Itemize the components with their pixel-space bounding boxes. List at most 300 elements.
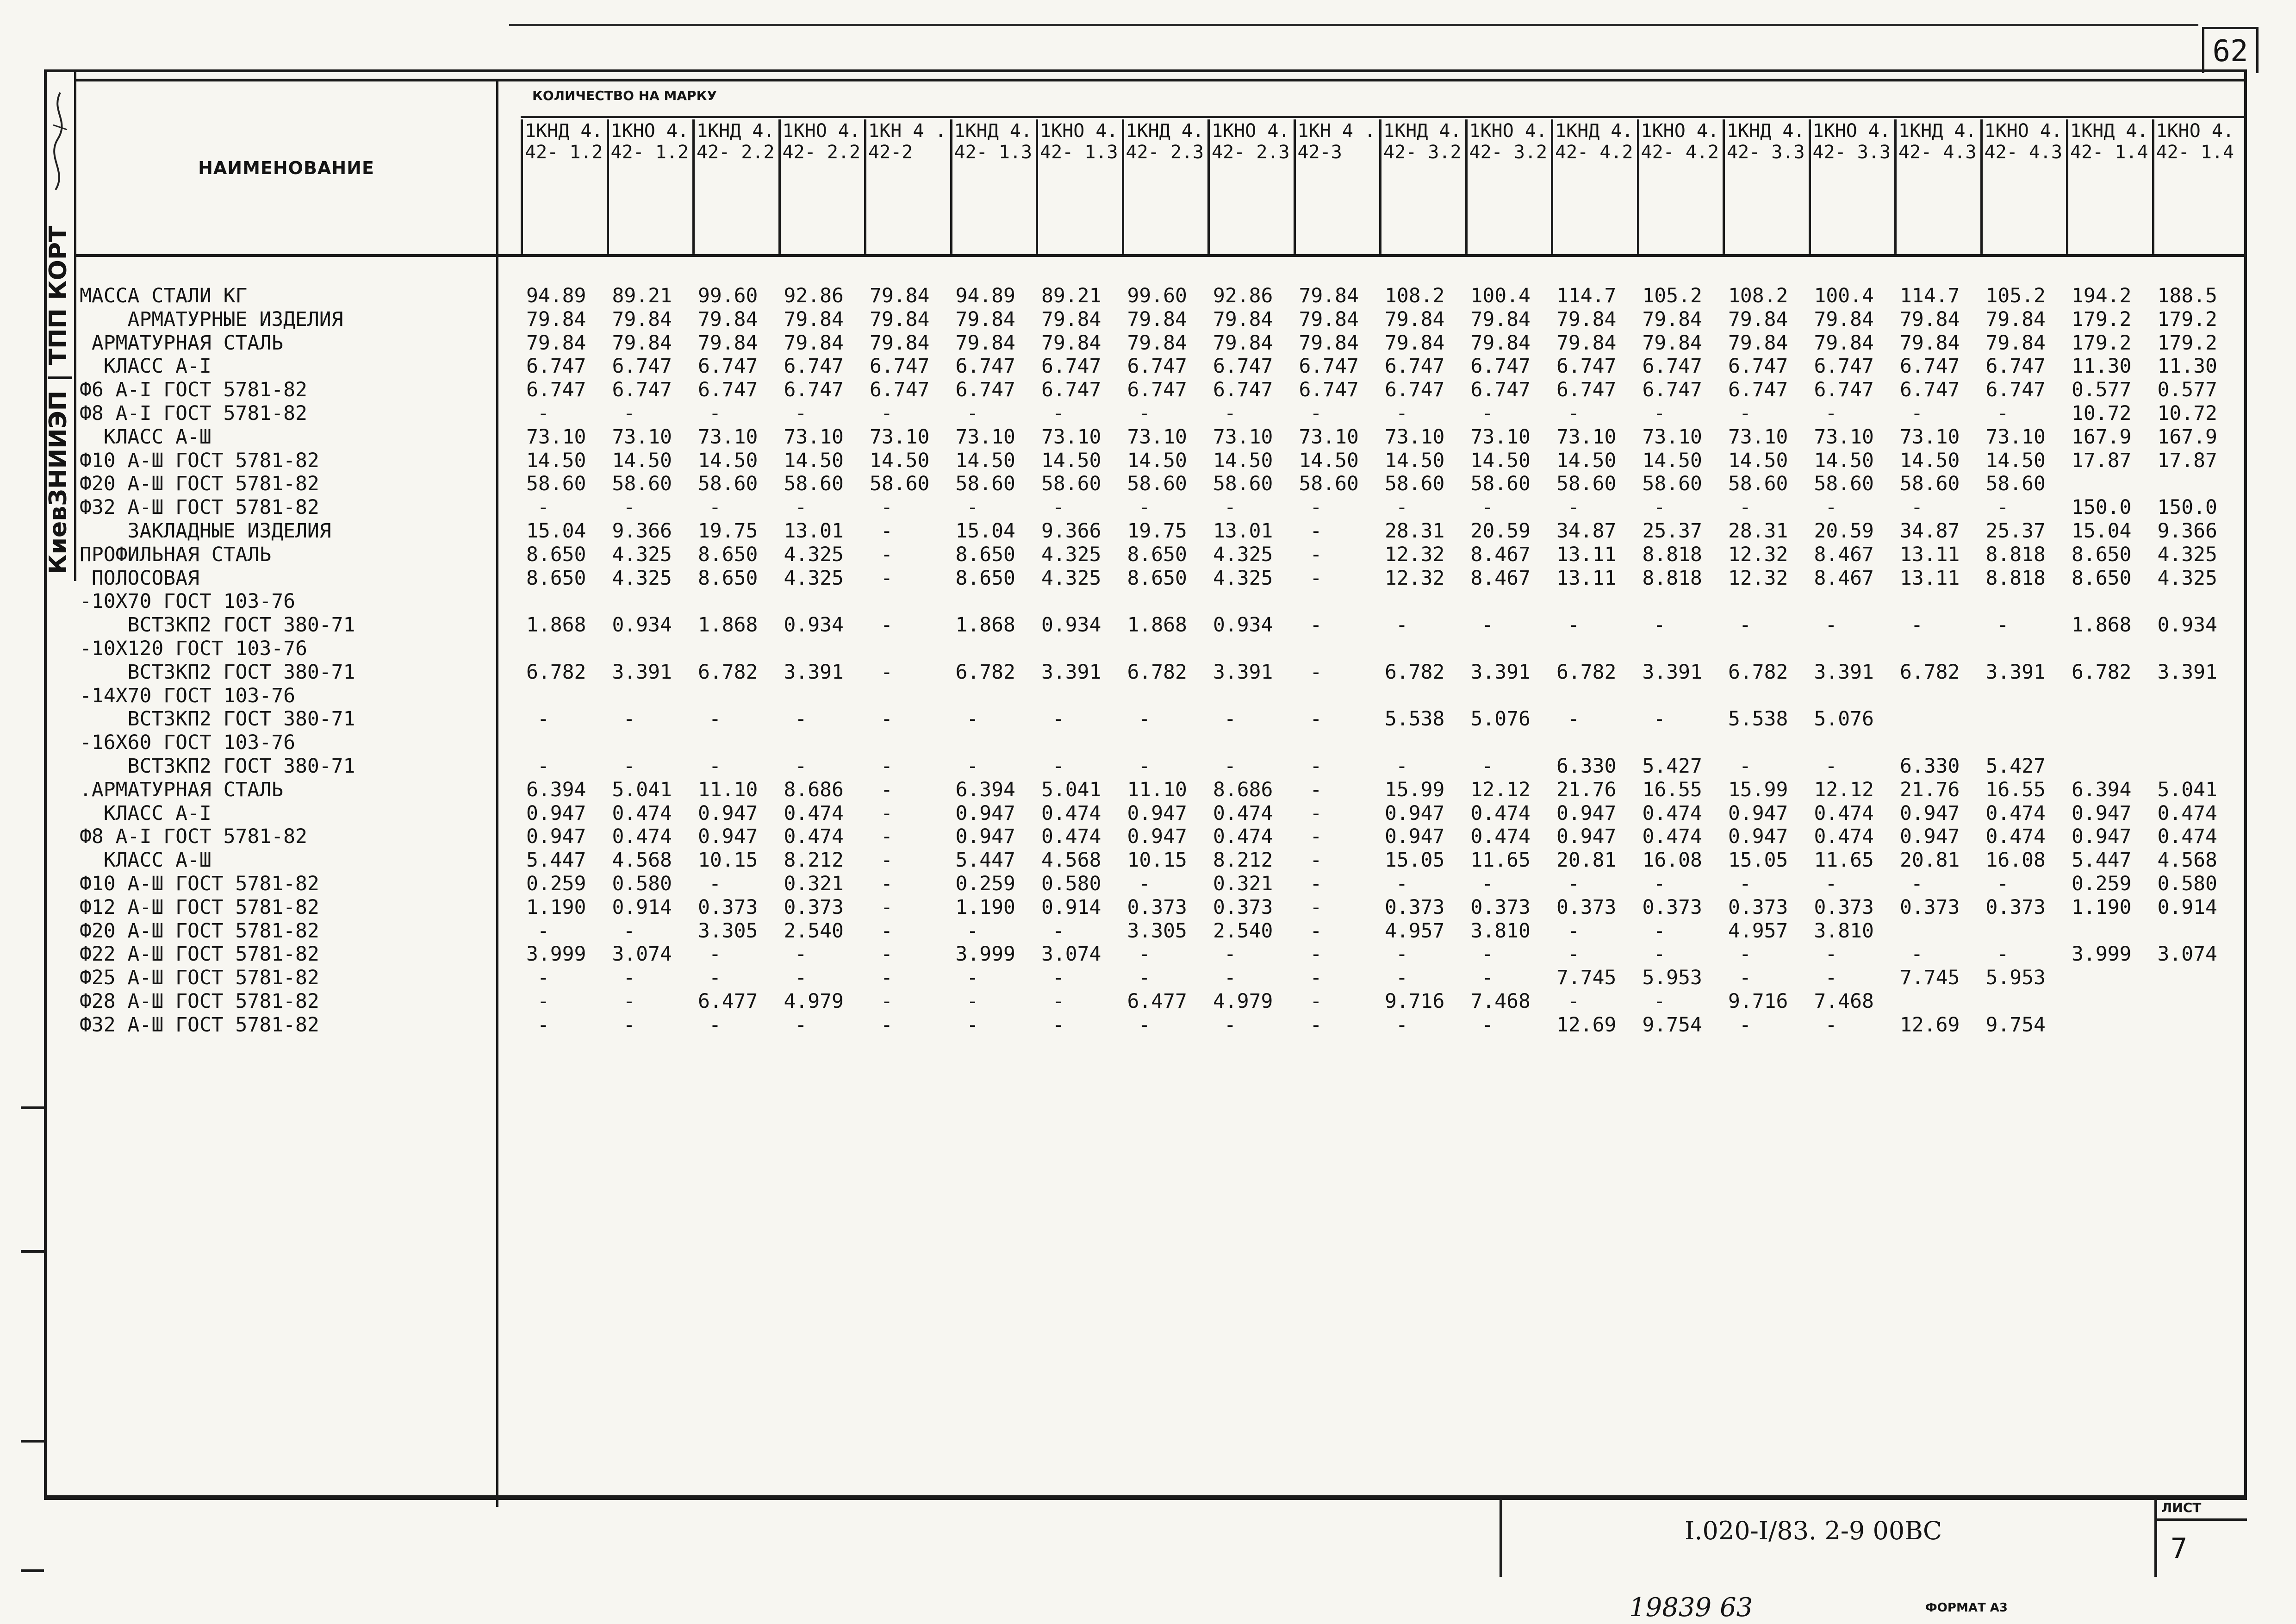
table-cell: 58.60 <box>1556 472 1617 496</box>
table-cell: 79.84 <box>1127 331 1187 355</box>
table-cell: - <box>709 707 721 731</box>
table-cell: 0.580 <box>612 872 672 895</box>
table-cell: - <box>795 402 807 425</box>
table-cell: 79.84 <box>526 331 586 355</box>
table-cell: - <box>881 943 893 966</box>
column-header: 1КНО 4.42- 2.3 <box>1207 119 1293 254</box>
row-label: -10Х70 ГОСТ 103-76 <box>80 590 295 613</box>
table-cell: 79.84 <box>1213 331 1273 355</box>
table-cell: - <box>1825 402 1837 425</box>
table-cell: 12.69 <box>1556 1013 1617 1037</box>
table-cell: 15.04 <box>2072 519 2132 543</box>
table-cell: 14.50 <box>870 449 930 472</box>
table-cell: 0.947 <box>1556 801 1617 825</box>
table-cell: - <box>1138 755 1151 778</box>
margin-tick <box>21 1250 44 1253</box>
table-cell: 16.08 <box>1642 849 1702 872</box>
table-cell: - <box>537 966 549 990</box>
table-cell: 73.10 <box>1900 425 1960 449</box>
table-cell: 0.577 <box>2072 378 2132 402</box>
table-cell: - <box>881 990 893 1013</box>
table-cell: 0.474 <box>784 825 844 849</box>
table-cell: 0.259 <box>2072 872 2132 895</box>
table-cell: - <box>1997 943 2009 966</box>
table-cell: 0.947 <box>2072 801 2132 825</box>
table-cell: 0.947 <box>2072 825 2132 849</box>
table-cell: 8.650 <box>1127 543 1187 566</box>
table-cell: 58.60 <box>870 472 930 496</box>
table-cell: 3.999 <box>955 943 1015 966</box>
table-cell: - <box>1052 966 1064 990</box>
table-cell: - <box>1138 872 1151 895</box>
table-cell: 5.447 <box>2072 849 2132 872</box>
table-cell: - <box>881 849 893 872</box>
table-cell: 0.373 <box>1556 895 1617 919</box>
table-cell: 8.650 <box>1127 566 1187 590</box>
table-cell: 99.60 <box>698 284 758 307</box>
table-cell: 3.391 <box>2157 660 2217 684</box>
table-cell: 14.50 <box>1985 449 2046 472</box>
table-cell: 6.747 <box>1900 378 1960 402</box>
table-cell: 4.325 <box>2157 566 2217 590</box>
table-cell: 13.11 <box>1556 566 1617 590</box>
table-cell: 19.75 <box>1127 519 1187 543</box>
table-cell: 19.75 <box>698 519 758 543</box>
table-cell: 0.474 <box>1213 801 1273 825</box>
table-cell: 0.947 <box>1556 825 1617 849</box>
table-cell: - <box>1224 966 1236 990</box>
table-cell: - <box>1739 943 1751 966</box>
table-cell: 0.914 <box>612 895 672 919</box>
table-cell: 13.11 <box>1556 543 1617 566</box>
table-cell: 0.373 <box>1985 895 2046 919</box>
table-cell: 79.84 <box>1299 331 1359 355</box>
table-cell: 79.84 <box>870 331 930 355</box>
table-cell: 179.2 <box>2157 331 2217 355</box>
table-cell: 5.953 <box>1985 966 2046 990</box>
table-cell: 0.934 <box>1213 613 1273 637</box>
table-cell: - <box>881 543 893 566</box>
row-label: Ф20 А-Ш ГОСТ 5781-82 <box>80 472 319 496</box>
table-cell: 100.4 <box>1470 284 1531 307</box>
table-cell: - <box>881 895 893 919</box>
table-cell: 0.373 <box>1900 895 1960 919</box>
column-header: 1КНД 4.42- 2.3 <box>1122 119 1207 254</box>
row-label: Ф6 А-I ГОСТ 5781-82 <box>80 378 307 402</box>
table-cell: 8.467 <box>1470 566 1531 590</box>
row-label: КЛАСС А-Ш <box>80 425 212 449</box>
table-cell: 14.50 <box>1127 449 1187 472</box>
table-cell: 6.330 <box>1556 755 1617 778</box>
table-cell: - <box>1825 966 1837 990</box>
column-header: 1КН 4 .42-3 <box>1294 119 1379 254</box>
table-cell: 0.914 <box>1041 895 1101 919</box>
table-cell: 6.747 <box>1900 355 1960 378</box>
table-cell: 8.467 <box>1814 543 1874 566</box>
table-cell: 79.84 <box>1299 284 1359 307</box>
table-cell: 0.321 <box>784 872 844 895</box>
table-cell: - <box>1138 496 1151 519</box>
table-cell: 8.650 <box>2072 566 2132 590</box>
sheet-box-divider <box>2154 1518 2247 1521</box>
sheet-format: ФОРМАТ А3 <box>1925 1601 2008 1615</box>
table-cell: 100.4 <box>1814 284 1874 307</box>
table-cell: 11.65 <box>1470 849 1531 872</box>
table-cell: - <box>1396 496 1408 519</box>
table-cell: - <box>881 755 893 778</box>
table-cell: 10.15 <box>698 849 758 872</box>
table-cell: - <box>966 1013 979 1037</box>
row-label: Ф28 А-Ш ГОСТ 5781-82 <box>80 990 319 1013</box>
table-cell: - <box>1481 613 1494 637</box>
table-cell: 14.50 <box>1814 449 1874 472</box>
table-cell: 79.84 <box>870 284 930 307</box>
table-cell: 0.259 <box>526 872 586 895</box>
table-cell: - <box>1310 755 1322 778</box>
table-cell: - <box>1138 402 1151 425</box>
table-cell: 3.391 <box>1642 660 1702 684</box>
table-cell: - <box>1310 543 1322 566</box>
table-cell: - <box>1138 943 1151 966</box>
table-cell: 8.650 <box>955 566 1015 590</box>
table-cell: - <box>1310 872 1322 895</box>
table-cell: - <box>1224 1013 1236 1037</box>
table-cell: - <box>881 613 893 637</box>
table-cell: 8.650 <box>526 543 586 566</box>
table-cell: 73.10 <box>1127 425 1187 449</box>
page-number: 62 <box>2202 27 2259 73</box>
table-cell: - <box>966 402 979 425</box>
row-label: ПОЛОСОВАЯ <box>80 566 199 590</box>
table-cell: 73.10 <box>1556 425 1617 449</box>
table-cell: 20.59 <box>1470 519 1531 543</box>
table-cell: 6.782 <box>1127 660 1187 684</box>
table-cell: 4.325 <box>1041 566 1101 590</box>
table-cell: - <box>1568 496 1580 519</box>
table-cell: - <box>1310 613 1322 637</box>
table-cell: 58.60 <box>612 472 672 496</box>
table-cell: 188.5 <box>2157 284 2217 307</box>
table-cell: - <box>1739 613 1751 637</box>
table-cell: - <box>1653 872 1666 895</box>
table-cell: - <box>1138 1013 1151 1037</box>
table-cell: - <box>1224 943 1236 966</box>
table-cell: - <box>709 755 721 778</box>
column-header: 1КН 4 .42-2 <box>864 119 949 254</box>
table-cell: 6.747 <box>1814 378 1874 402</box>
table-cell: 9.716 <box>1728 990 1788 1013</box>
table-cell: - <box>623 1013 635 1037</box>
table-cell: 6.747 <box>698 355 758 378</box>
table-cell: 1.868 <box>526 613 586 637</box>
table-cell: 6.747 <box>1213 378 1273 402</box>
table-cell: - <box>1911 943 1923 966</box>
table-cell: 0.947 <box>955 801 1015 825</box>
table-cell: 3.810 <box>1470 919 1531 943</box>
table-cell: 13.01 <box>1213 519 1273 543</box>
table-cell: 4.325 <box>612 566 672 590</box>
table-cell: 0.474 <box>1814 801 1874 825</box>
table-cell: 14.50 <box>526 449 586 472</box>
table-cell: 79.84 <box>1041 331 1101 355</box>
table-cell: 12.12 <box>1814 778 1874 801</box>
table-cell: 89.21 <box>612 284 672 307</box>
table-cell: - <box>1653 613 1666 637</box>
table-cell: - <box>1997 402 2009 425</box>
table-cell: 0.947 <box>1900 801 1960 825</box>
table-cell: 4.325 <box>612 543 672 566</box>
table-cell: - <box>1825 613 1837 637</box>
table-cell: - <box>1997 613 2009 637</box>
table-cell: 150.0 <box>2157 496 2217 519</box>
table-cell: 3.999 <box>526 943 586 966</box>
margin-tick <box>21 1440 44 1443</box>
table-cell: 79.84 <box>870 307 930 331</box>
table-cell: - <box>1739 872 1751 895</box>
table-cell: 6.747 <box>1041 378 1101 402</box>
table-cell: 73.10 <box>784 425 844 449</box>
table-cell: - <box>623 496 635 519</box>
table-cell: 6.747 <box>870 378 930 402</box>
table-cell: 25.37 <box>1642 519 1702 543</box>
table-cell: 4.325 <box>784 566 844 590</box>
table-cell: - <box>1396 872 1408 895</box>
table-cell: 8.818 <box>1985 543 2046 566</box>
table-cell: - <box>1396 943 1408 966</box>
table-cell: 79.84 <box>698 331 758 355</box>
table-cell: 12.12 <box>1470 778 1531 801</box>
table-cell: 16.55 <box>1642 778 1702 801</box>
table-cell: 3.999 <box>2072 943 2132 966</box>
table-cell: - <box>1653 990 1666 1013</box>
table-cell: 58.60 <box>1985 472 2046 496</box>
column-header: 1КНО 4.42- 3.2 <box>1465 119 1550 254</box>
table-cell: 79.84 <box>1470 307 1531 331</box>
table-cell: - <box>881 566 893 590</box>
top-edge-line <box>509 24 2198 26</box>
table-cell: - <box>881 966 893 990</box>
table-cell: - <box>537 402 549 425</box>
table-cell: 6.477 <box>698 990 758 1013</box>
table-cell: 114.7 <box>1556 284 1617 307</box>
table-cell: 0.580 <box>2157 872 2217 895</box>
table-cell: 6.394 <box>955 778 1015 801</box>
table-cell: - <box>709 1013 721 1037</box>
table-cell: 0.947 <box>955 825 1015 849</box>
table-cell: 6.747 <box>526 355 586 378</box>
table-cell: 79.84 <box>955 307 1015 331</box>
table-cell: 6.747 <box>1299 355 1359 378</box>
table-cell: 3.391 <box>1041 660 1101 684</box>
table-cell: 13.11 <box>1900 543 1960 566</box>
table-cell: - <box>537 755 549 778</box>
table-cell: - <box>1396 755 1408 778</box>
table-cell: 79.84 <box>1642 307 1702 331</box>
table-cell: 58.60 <box>1299 472 1359 496</box>
column-header: 1КНД 4.42- 4.2 <box>1551 119 1636 254</box>
column-header: 1КНО 4.42- 4.2 <box>1637 119 1722 254</box>
table-cell: 6.747 <box>1985 355 2046 378</box>
row-label: ВСТ3КП2 ГОСТ 380-71 <box>80 755 355 778</box>
table-cell: - <box>1310 966 1322 990</box>
row-label: КЛАСС А-Ш <box>80 849 212 872</box>
table-cell: 6.747 <box>784 355 844 378</box>
table-cell: 9.716 <box>1385 990 1445 1013</box>
table-cell: - <box>1911 496 1923 519</box>
table-cell: 12.32 <box>1728 543 1788 566</box>
table-cell: 79.84 <box>1470 331 1531 355</box>
table-cell: - <box>1310 660 1322 684</box>
table-cell: 20.81 <box>1900 849 1960 872</box>
table-cell: 20.59 <box>1814 519 1874 543</box>
table-cell: 9.366 <box>612 519 672 543</box>
table-cell: 7.468 <box>1814 990 1874 1013</box>
table-cell: 0.934 <box>612 613 672 637</box>
table-cell: - <box>795 496 807 519</box>
sheet-number: 7 <box>2171 1532 2188 1565</box>
table-cell: 79.84 <box>1985 307 2046 331</box>
table-cell: 6.747 <box>1385 355 1445 378</box>
table-cell: - <box>1911 872 1923 895</box>
table-cell: 58.60 <box>784 472 844 496</box>
document-code: I.020-I/83. 2-9 00ВС <box>1685 1516 1942 1545</box>
row-label: Ф10 А-Ш ГОСТ 5781-82 <box>80 872 319 895</box>
table-cell: 6.747 <box>1642 355 1702 378</box>
table-cell: 15.99 <box>1728 778 1788 801</box>
table-cell: 79.84 <box>1642 331 1702 355</box>
table-cell: 3.074 <box>2157 943 2217 966</box>
table-cell: 0.934 <box>2157 613 2217 637</box>
table-cell: 5.953 <box>1642 966 1702 990</box>
table-cell: 12.69 <box>1900 1013 1960 1037</box>
table-cell: 0.474 <box>1642 801 1702 825</box>
table-cell: - <box>795 755 807 778</box>
table-cell: 92.86 <box>1213 284 1273 307</box>
table-cell: 8.818 <box>1642 543 1702 566</box>
table-cell: 9.754 <box>1985 1013 2046 1037</box>
table-cell: 5.447 <box>526 849 586 872</box>
table-cell: - <box>966 707 979 731</box>
table-cell: 0.474 <box>2157 801 2217 825</box>
table-cell: 79.84 <box>1385 307 1445 331</box>
table-cell: 79.84 <box>1127 307 1187 331</box>
table-cell: - <box>1310 825 1322 849</box>
table-cell: 14.50 <box>1213 449 1273 472</box>
table-cell: 6.747 <box>1385 378 1445 402</box>
table-cell: 0.947 <box>698 801 758 825</box>
table-cell: 0.947 <box>1728 825 1788 849</box>
table-cell: - <box>1739 966 1751 990</box>
table-cell: 79.84 <box>1213 307 1273 331</box>
table-cell: 4.568 <box>2157 849 2217 872</box>
table-cell: 8.686 <box>1213 778 1273 801</box>
table-cell: - <box>1052 402 1064 425</box>
row-label: Ф32 А-Ш ГОСТ 5781-82 <box>80 496 319 519</box>
table-cell: 8.818 <box>1642 566 1702 590</box>
table-cell: 10.15 <box>1127 849 1187 872</box>
table-cell: - <box>1310 895 1322 919</box>
table-cell: 14.50 <box>1385 449 1445 472</box>
table-cell: 58.60 <box>1470 472 1531 496</box>
table-cell: 4.957 <box>1728 919 1788 943</box>
table-cell: 8.650 <box>698 543 758 566</box>
column-header: 1КНО 4.42- 4.3 <box>1980 119 2066 254</box>
table-cell: - <box>881 660 893 684</box>
table-cell: 16.55 <box>1985 778 2046 801</box>
table-cell: 79.84 <box>1385 331 1445 355</box>
table-cell: - <box>1568 613 1580 637</box>
table-cell: - <box>966 755 979 778</box>
row-label: АРМАТУРНАЯ СТАЛЬ <box>80 331 284 355</box>
table-cell: 6.782 <box>1900 660 1960 684</box>
side-stamp-text: КиевЗНИИЭП | ТПП КОРТ <box>44 225 72 574</box>
table-cell: 14.50 <box>1642 449 1702 472</box>
table-cell: 58.60 <box>1127 472 1187 496</box>
table-cell: 0.474 <box>1642 825 1702 849</box>
table-cell: - <box>881 801 893 825</box>
table-cell: 58.60 <box>1728 472 1788 496</box>
table-cell: 3.391 <box>1814 660 1874 684</box>
table-cell: - <box>1052 707 1064 731</box>
table-cell: 6.747 <box>1127 355 1187 378</box>
table-cell: - <box>1310 566 1322 590</box>
table-cell: 28.31 <box>1385 519 1445 543</box>
table-cell: - <box>623 402 635 425</box>
table-cell: 6.747 <box>612 378 672 402</box>
table-cell: 79.84 <box>1556 307 1617 331</box>
table-cell: - <box>623 919 635 943</box>
column-header: 1КНД 4.42- 2.2 <box>692 119 778 254</box>
table-cell: - <box>1310 519 1322 543</box>
table-cell: 8.467 <box>1470 543 1531 566</box>
table-cell: 1.190 <box>2072 895 2132 919</box>
table-cell: - <box>1739 1013 1751 1037</box>
table-cell: 0.474 <box>612 801 672 825</box>
table-cell: - <box>1310 1013 1322 1037</box>
table-cell: 14.50 <box>1900 449 1960 472</box>
table-cell: 3.305 <box>1127 919 1187 943</box>
table-cell: 58.60 <box>1642 472 1702 496</box>
table-cell: - <box>795 966 807 990</box>
table-cell: - <box>1825 1013 1837 1037</box>
table-cell: 6.747 <box>1556 355 1617 378</box>
table-cell: 8.686 <box>784 778 844 801</box>
table-cell: 0.474 <box>1985 825 2046 849</box>
row-label: ПРОФИЛЬНАЯ СТАЛЬ <box>80 543 272 566</box>
table-cell: 79.84 <box>1728 331 1788 355</box>
table-cell: 14.50 <box>1728 449 1788 472</box>
name-column-divider <box>496 79 498 1507</box>
table-cell: - <box>623 966 635 990</box>
table-cell: 58.60 <box>526 472 586 496</box>
row-label: Ф25 А-Ш ГОСТ 5781-82 <box>80 966 319 990</box>
table-cell: 0.321 <box>1213 872 1273 895</box>
table-cell: 34.87 <box>1556 519 1617 543</box>
table-cell: 108.2 <box>1385 284 1445 307</box>
table-cell: - <box>881 825 893 849</box>
table-cell: 0.914 <box>2157 895 2217 919</box>
column-header: 1КНД 4.42- 1.4 <box>2066 119 2151 254</box>
table-cell: 79.84 <box>612 331 672 355</box>
table-cell: 94.89 <box>526 284 586 307</box>
table-cell: 99.60 <box>1127 284 1187 307</box>
table-cell: 194.2 <box>2072 284 2132 307</box>
table-cell: 6.747 <box>1470 378 1531 402</box>
table-cell: - <box>1310 919 1322 943</box>
column-header: 1КНД 4.42- 1.2 <box>521 119 606 254</box>
table-cell: 6.747 <box>1728 378 1788 402</box>
table-cell: 1.868 <box>1127 613 1187 637</box>
